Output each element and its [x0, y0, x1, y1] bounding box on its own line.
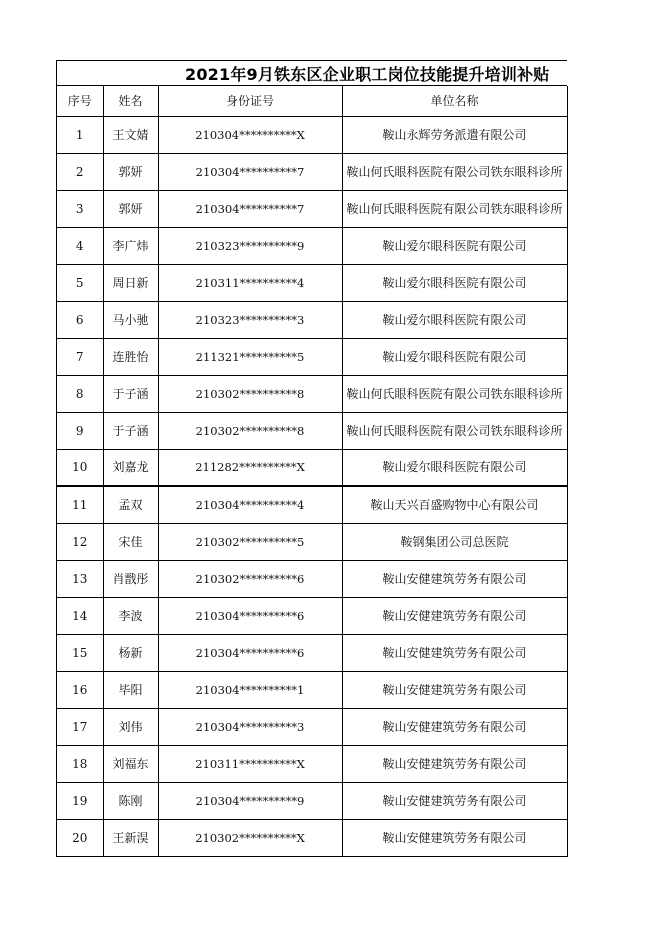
table-row — [57, 190, 567, 227]
cell-id-number[interactable]: 210304**********7 — [158, 153, 342, 190]
cell-name[interactable]: 肖戬彤 — [103, 560, 158, 597]
cell-id-number[interactable]: 210304**********3 — [158, 708, 342, 745]
cell-seq[interactable]: 8 — [57, 375, 103, 412]
cell-name[interactable]: 陈刚 — [103, 782, 158, 819]
cell-seq[interactable]: 19 — [57, 782, 103, 819]
cell-id-number[interactable]: 210311**********4 — [158, 264, 342, 301]
cell-unit[interactable]: 鞍山何氏眼科医院有限公司铁东眼科诊所 — [342, 375, 567, 412]
cell-unit[interactable]: 鞍山安健建筑劳务有限公司 — [342, 819, 567, 856]
cell-name[interactable]: 郭妍 — [103, 153, 158, 190]
cell-unit[interactable]: 鞍山何氏眼科医院有限公司铁东眼科诊所 — [342, 412, 567, 449]
table-row — [57, 671, 567, 708]
cell-id-number[interactable]: 210302**********6 — [158, 560, 342, 597]
cell-unit[interactable]: 鞍山何氏眼科医院有限公司铁东眼科诊所 — [342, 153, 567, 190]
cell-seq[interactable]: 4 — [57, 227, 103, 264]
cell-unit[interactable]: 鞍山永辉劳务派遣有限公司 — [342, 116, 567, 153]
cell-seq[interactable]: 3 — [57, 190, 103, 227]
table-row — [57, 523, 567, 560]
cell-seq[interactable]: 12 — [57, 523, 103, 560]
cell-unit[interactable]: 鞍山安健建筑劳务有限公司 — [342, 634, 567, 671]
table-row — [57, 227, 567, 264]
cell-id-number[interactable]: 210304**********4 — [158, 486, 342, 523]
title-row — [57, 61, 567, 86]
cell-id-number[interactable]: 210302**********8 — [158, 375, 342, 412]
cell-seq[interactable]: 7 — [57, 338, 103, 375]
cell-name[interactable]: 宋佳 — [103, 523, 158, 560]
table-row — [57, 634, 567, 671]
table-row — [57, 597, 567, 634]
table-row — [57, 449, 567, 486]
table-row — [57, 560, 567, 597]
cell-unit[interactable]: 鞍山安健建筑劳务有限公司 — [342, 708, 567, 745]
cell-id-number[interactable]: 210304**********6 — [158, 597, 342, 634]
cell-name[interactable]: 孟双 — [103, 486, 158, 523]
table-row — [57, 745, 567, 782]
table-row — [57, 782, 567, 819]
cell-seq[interactable]: 13 — [57, 560, 103, 597]
cell-name[interactable]: 杨新 — [103, 634, 158, 671]
cell-name[interactable]: 刘伟 — [103, 708, 158, 745]
cell-unit[interactable]: 鞍山安健建筑劳务有限公司 — [342, 782, 567, 819]
cell-unit[interactable]: 鞍山安健建筑劳务有限公司 — [342, 745, 567, 782]
cell-unit[interactable]: 鞍山爱尔眼科医院有限公司 — [342, 449, 567, 486]
cell-seq[interactable]: 2 — [57, 153, 103, 190]
cell-seq[interactable]: 16 — [57, 671, 103, 708]
column-header-seq[interactable]: 序号 — [57, 86, 103, 116]
cell-unit[interactable]: 鞍山安健建筑劳务有限公司 — [342, 560, 567, 597]
cell-seq[interactable]: 10 — [57, 449, 103, 486]
cell-name[interactable]: 李波 — [103, 597, 158, 634]
table-row — [57, 486, 567, 523]
cell-unit[interactable]: 鞍山安健建筑劳务有限公司 — [342, 597, 567, 634]
cell-name[interactable]: 毕阳 — [103, 671, 158, 708]
cell-unit[interactable]: 鞍山爱尔眼科医院有限公司 — [342, 227, 567, 264]
table-row — [57, 338, 567, 375]
cell-name[interactable]: 马小驰 — [103, 301, 158, 338]
cell-seq[interactable]: 14 — [57, 597, 103, 634]
cell-id-number[interactable]: 210304**********6 — [158, 634, 342, 671]
page-title: 2021年9月铁东区企业职工岗位技能提升培训补贴 — [185, 65, 550, 84]
cell-seq[interactable]: 9 — [57, 412, 103, 449]
cell-id-number[interactable]: 210302**********5 — [158, 523, 342, 560]
column-header-unit[interactable]: 单位名称 — [342, 86, 567, 116]
cell-name[interactable]: 刘福东 — [103, 745, 158, 782]
table-row — [57, 375, 567, 412]
cell-seq[interactable]: 11 — [57, 486, 103, 523]
cell-unit[interactable]: 鞍山爱尔眼科医院有限公司 — [342, 264, 567, 301]
cell-id-number[interactable]: 210304**********7 — [158, 190, 342, 227]
table-row — [57, 301, 567, 338]
cell-unit[interactable]: 鞍山何氏眼科医院有限公司铁东眼科诊所 — [342, 190, 567, 227]
table-row — [57, 153, 567, 190]
cell-name[interactable]: 于子涵 — [103, 375, 158, 412]
cell-name[interactable]: 王文婧 — [103, 116, 158, 153]
cell-name[interactable]: 于子涵 — [103, 412, 158, 449]
table-row — [57, 412, 567, 449]
table-row — [57, 116, 567, 153]
table-body — [57, 116, 567, 856]
cell-name[interactable]: 刘嘉龙 — [103, 449, 158, 486]
subsidy-table — [57, 86, 568, 857]
cell-name[interactable]: 连胜怡 — [103, 338, 158, 375]
cell-seq[interactable]: 20 — [57, 819, 103, 856]
cell-seq[interactable]: 17 — [57, 708, 103, 745]
cell-id-number[interactable]: 210311**********X — [158, 745, 342, 782]
table-row — [57, 708, 567, 745]
cell-name[interactable]: 王新淏 — [103, 819, 158, 856]
cell-name[interactable]: 郭妍 — [103, 190, 158, 227]
cell-id-number[interactable]: 210304**********X — [158, 116, 342, 153]
cell-unit[interactable]: 鞍山天兴百盛购物中心有限公司 — [342, 486, 567, 523]
cell-id-number[interactable]: 211321**********5 — [158, 338, 342, 375]
table-row — [57, 819, 567, 856]
cell-id-number[interactable]: 210323**********9 — [158, 227, 342, 264]
cell-unit[interactable]: 鞍山安健建筑劳务有限公司 — [342, 671, 567, 708]
cell-id-number[interactable]: 210302**********X — [158, 819, 342, 856]
cell-seq[interactable]: 6 — [57, 301, 103, 338]
spreadsheet-sheet — [56, 60, 567, 857]
cell-unit[interactable]: 鞍钢集团公司总医院 — [342, 523, 567, 560]
cell-seq[interactable]: 1 — [57, 116, 103, 153]
column-header-id-number[interactable]: 身份证号 — [158, 86, 342, 116]
cell-name[interactable]: 周日新 — [103, 264, 158, 301]
cell-seq[interactable]: 18 — [57, 745, 103, 782]
cell-id-number[interactable]: 210302**********8 — [158, 412, 342, 449]
cell-unit[interactable]: 鞍山爱尔眼科医院有限公司 — [342, 338, 567, 375]
cell-id-number[interactable]: 210304**********1 — [158, 671, 342, 708]
table-row — [57, 264, 567, 301]
cell-name[interactable]: 李广炜 — [103, 227, 158, 264]
header-row — [57, 86, 567, 116]
column-header-name[interactable]: 姓名 — [103, 86, 158, 116]
cell-seq[interactable]: 15 — [57, 634, 103, 671]
cell-id-number[interactable]: 210323**********3 — [158, 301, 342, 338]
cell-id-number[interactable]: 211282**********X — [158, 449, 342, 486]
cell-seq[interactable]: 5 — [57, 264, 103, 301]
cell-id-number[interactable]: 210304**********9 — [158, 782, 342, 819]
cell-unit[interactable]: 鞍山爱尔眼科医院有限公司 — [342, 301, 567, 338]
